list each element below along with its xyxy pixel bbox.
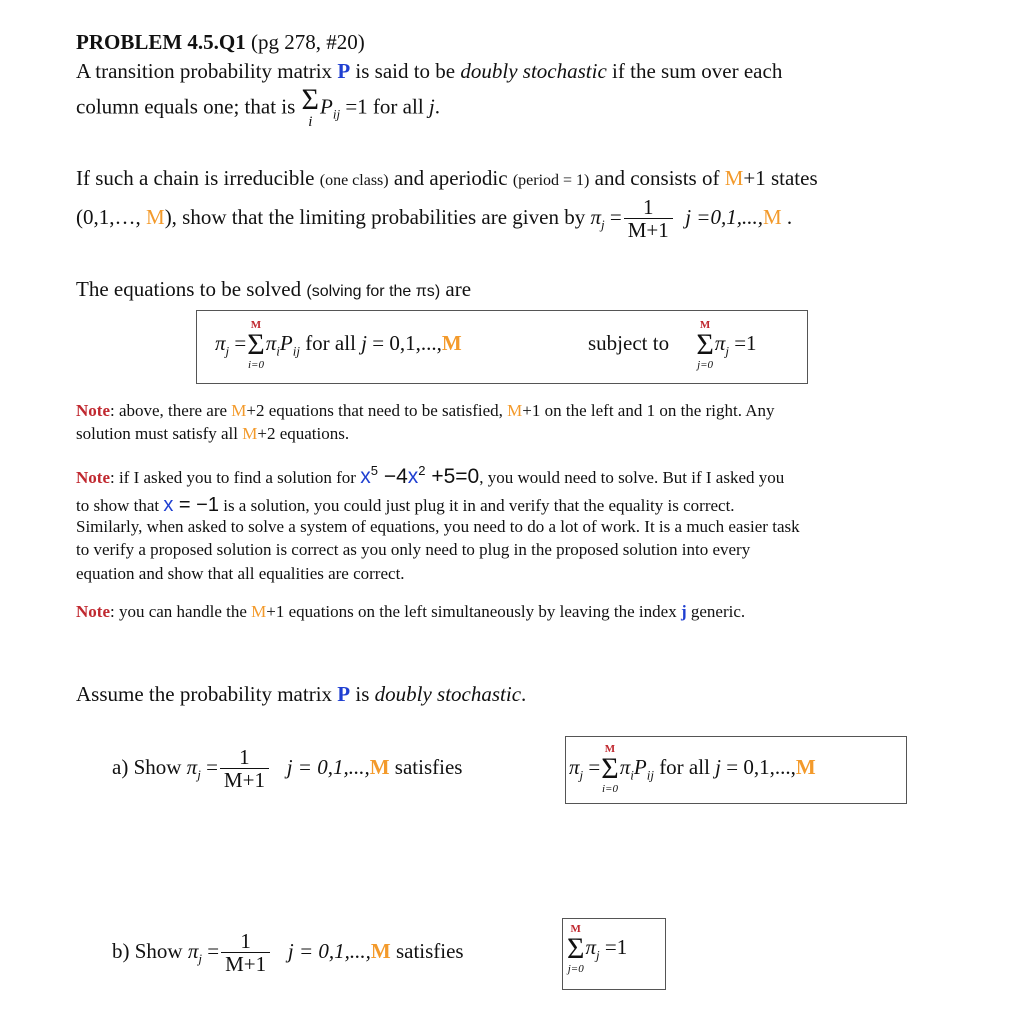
M-variable: M — [724, 166, 744, 190]
summation-symbol: M Σ i=0 — [601, 743, 619, 795]
note-label: Note — [76, 602, 110, 621]
chain-text: If such a chain is irreducible — [76, 166, 320, 190]
note-text: : above, there are — [109, 401, 232, 420]
fraction-denominator: M+1 — [220, 768, 269, 792]
summation-symbol: M Σ i=0 — [247, 319, 265, 371]
sum-upper-limit: M — [250, 319, 262, 331]
pi-symbol: π — [585, 935, 596, 960]
pi-symbol: π — [215, 331, 226, 356]
polynomial-term: +5=0 — [425, 465, 480, 488]
pi-symbol: π — [569, 755, 580, 780]
M-variable: M — [507, 401, 523, 420]
P-subscript: ij — [292, 343, 300, 359]
intro-text: column equals one; that is — [76, 94, 301, 119]
fraction-denominator: M+1 — [221, 952, 270, 976]
period: . — [434, 94, 440, 119]
M-variable: M — [370, 938, 391, 963]
summation-symbol: M Σ j=0 — [567, 923, 585, 975]
intro-line-2 — [76, 83, 440, 130]
problem-title — [76, 30, 365, 55]
M-variable: M — [762, 204, 782, 229]
period: . — [521, 682, 527, 706]
chain-aside: (period = 1) — [512, 172, 590, 189]
fraction-numerator: 1 — [642, 195, 654, 219]
pi-subscript: j — [579, 767, 584, 783]
pis-symbol: πs — [415, 283, 435, 300]
matrix-P: P — [337, 682, 351, 706]
fraction-numerator: 1 — [240, 929, 251, 953]
note-label: Note — [76, 468, 110, 487]
note-text: : if I asked you to find a solution for — [109, 468, 361, 487]
assume-line — [76, 682, 526, 707]
pi-subscript: j — [725, 343, 729, 359]
equations-text: The equations to be solved — [76, 277, 307, 301]
assume-text: Assume the probability matrix — [76, 682, 338, 706]
pi-symbol: π — [265, 331, 277, 356]
equals: = — [583, 755, 601, 780]
sum-lower-limit: j=0 — [697, 358, 714, 371]
j-range: j =0,1,..., — [685, 204, 763, 229]
satisfies-text: satisfies — [390, 938, 464, 963]
chain-text: and aperiodic — [388, 166, 513, 190]
note-1-line-2 — [76, 424, 349, 444]
P-ij: P — [633, 755, 647, 780]
pi-subscript: j — [600, 217, 605, 233]
chain-text: ), show that the limiting probabilities are given by — [164, 204, 591, 229]
index-j: j — [361, 331, 368, 356]
M-variable: M — [146, 204, 165, 229]
equals: = — [202, 938, 220, 963]
fraction-numerator: 1 — [239, 745, 250, 769]
M-variable: M — [369, 754, 390, 779]
M-variable: M — [231, 401, 247, 420]
P-subscript: ij — [332, 106, 341, 122]
intro-text: A transition probability matrix — [76, 59, 338, 83]
fraction — [220, 746, 269, 792]
chain-line-1 — [76, 166, 818, 191]
assume-text: is — [350, 682, 375, 706]
pi-subscript: j — [198, 951, 202, 967]
pi-subscript: i — [630, 767, 634, 783]
x-variable: x — [407, 465, 419, 488]
P-subscript: ij — [646, 767, 654, 783]
part-b-label: b) Show — [112, 938, 188, 963]
pi-subscript: j — [225, 343, 230, 359]
equals: = — [604, 204, 622, 229]
x-variable: x — [360, 465, 371, 488]
M-variable: M — [251, 602, 267, 621]
pi-symbol: π — [187, 938, 199, 963]
problem-id: PROBLEM 4.5.Q1 — [76, 30, 246, 54]
j-range: = 0,1,..., — [367, 331, 442, 356]
exponent: 5 — [370, 463, 378, 478]
note-text: +2 equations that need to be satisfied, — [246, 401, 508, 420]
chain-text: and consists of — [589, 166, 725, 190]
fraction — [221, 930, 270, 976]
sum-index: i — [308, 113, 313, 130]
j-range: j = 0,1,..., — [286, 754, 370, 779]
note-2-line-3: Similarly, when asked to solve a system of equations, you need to do a lot of work. It is a much easier task — [76, 517, 800, 536]
polynomial-term: −4 — [377, 465, 408, 488]
equals-one: =1 — [599, 935, 628, 960]
sum-upper-limit: M — [604, 743, 616, 755]
sum-lower-limit: j=0 — [567, 962, 584, 975]
pi-subscript: j — [596, 947, 600, 963]
chain-line-2 — [76, 196, 792, 242]
j-range: = 0,1,..., — [721, 755, 796, 780]
note-text: solution must satisfy all — [76, 424, 243, 443]
chain-text: +1 states — [743, 166, 818, 190]
satisfies-text: satisfies — [389, 754, 463, 779]
solution-value: = −1 — [173, 494, 219, 516]
equals: = — [229, 331, 247, 356]
note-text: to show that — [76, 496, 164, 515]
note-1-line-1 — [76, 401, 775, 421]
note-2-line-5: equation and show that all equalities are correct. — [76, 564, 405, 583]
equations-intro — [76, 277, 471, 302]
part-a — [112, 746, 462, 792]
sum-lower-limit: i=0 — [247, 358, 264, 371]
note-text: , you would need to solve. But if I asked you — [479, 468, 785, 487]
pi-symbol: π — [590, 204, 601, 229]
subject-to-text: subject to — [588, 331, 670, 356]
boxed-equation-left — [215, 320, 462, 371]
note-2-line-1 — [76, 463, 784, 489]
fraction-denominator: M+1 — [624, 218, 673, 242]
note-text: +1 on the left and 1 on the right. Any — [522, 401, 775, 420]
equations-aside: ) — [434, 283, 441, 300]
note-text: : you can handle the — [109, 602, 252, 621]
M-variable: M — [795, 755, 816, 780]
note-text: +2 equations. — [257, 424, 350, 443]
pi-subscript: i — [276, 343, 280, 359]
x-variable: x — [163, 494, 174, 516]
intro-text: if the sum over each — [606, 59, 783, 83]
pi-symbol: π — [619, 755, 631, 780]
P-ij: P — [320, 94, 333, 119]
pi-subscript: j — [197, 767, 201, 783]
summation-symbol: Σ i — [301, 83, 320, 130]
for-all-text: for all — [653, 755, 716, 780]
note-label: Note — [76, 401, 110, 420]
equations-text: are — [440, 277, 472, 301]
index-j: j — [680, 602, 687, 621]
note-3 — [76, 602, 745, 622]
chain-aside: (one class) — [319, 172, 389, 189]
index-j: j — [428, 94, 435, 119]
note-text: is a solution, you could just plug it in and verify that the equality is correct. — [218, 496, 735, 515]
summation-symbol: M Σ j=0 — [696, 319, 714, 371]
boxed-equation-right — [588, 320, 757, 371]
M-variable: M — [242, 424, 258, 443]
fraction — [624, 196, 673, 242]
note-text: generic. — [686, 602, 746, 621]
for-all-text: for all — [299, 331, 362, 356]
equals-one: =1 — [728, 331, 757, 356]
exponent: 2 — [418, 463, 426, 478]
sum-lower-limit: i=0 — [601, 782, 618, 795]
note-2-line-4: to verify a proposed solution is correct as you only need to plug in the proposed solution into every — [76, 540, 751, 559]
pi-symbol: π — [186, 754, 198, 779]
chain-text: (0,1,…, — [76, 204, 146, 229]
equations-aside: (solving for the — [306, 283, 416, 300]
part-a-equation — [569, 744, 816, 795]
period: . — [781, 204, 793, 229]
matrix-P: P — [337, 59, 351, 83]
sum-upper-limit: M — [570, 923, 581, 935]
M-variable: M — [441, 331, 462, 356]
doubly-stochastic-term: doubly stochastic — [460, 59, 607, 83]
j-range: j = 0,1,..., — [287, 938, 371, 963]
part-a-label: a) Show — [112, 754, 187, 779]
P-ij: P — [279, 331, 293, 356]
sum-upper-limit: M — [699, 319, 711, 331]
index-j: j — [715, 755, 722, 780]
note-2-line-2 — [76, 494, 735, 517]
intro-text: is said to be — [350, 59, 461, 83]
part-b — [112, 930, 464, 976]
part-b-equation — [566, 924, 627, 975]
problem-ref: (pg 278, #20) — [251, 30, 365, 54]
intro-line-1 — [76, 59, 782, 84]
doubly-stochastic-term: doubly stochastic — [374, 682, 522, 706]
equals: = — [200, 754, 218, 779]
note-text: +1 equations on the left simultaneously by leaving the index — [266, 602, 681, 621]
intro-text: =1 for all — [340, 94, 429, 119]
pi-symbol: π — [714, 331, 726, 356]
